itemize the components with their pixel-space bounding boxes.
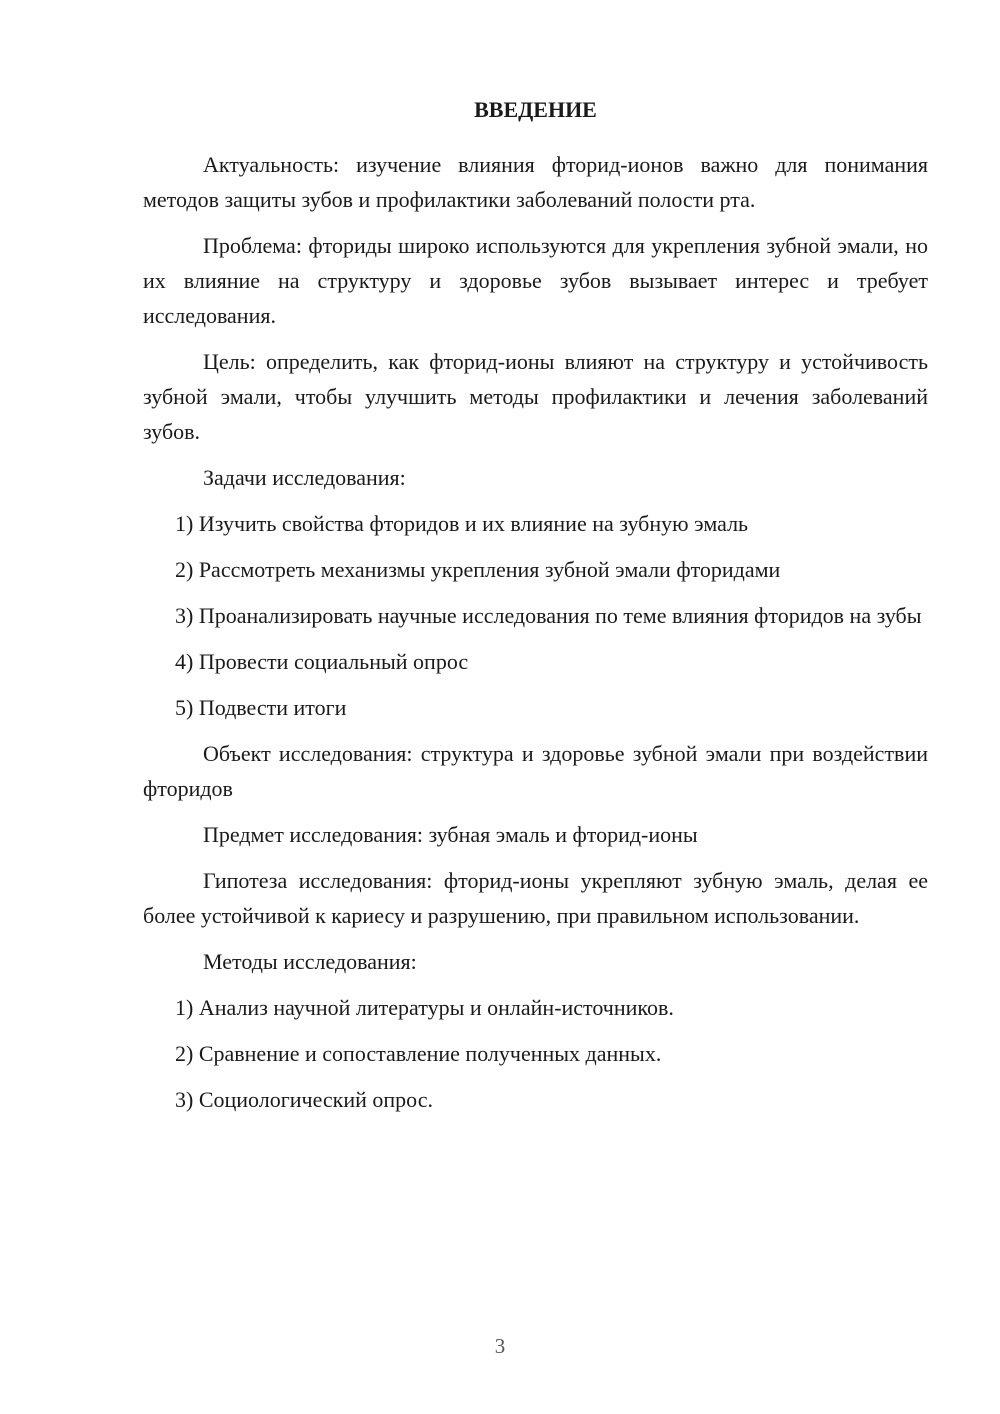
method-item: 3) Социологический опрос.: [175, 1087, 433, 1112]
page-number: 3: [494, 1334, 506, 1358]
task-item: 3) Проанализировать научные исследования по теме влияния фторидов на зубы: [175, 603, 922, 628]
method-item: 1) Анализ научной литературы и онлайн-источников.: [175, 995, 674, 1020]
method-item: 2) Сравнение и сопоставление полученных данных.: [175, 1041, 662, 1066]
task-item: 1) Изучить свойства фторидов и их влияние на зубную эмаль: [175, 511, 749, 536]
relevance-paragraph: Актуальность: изучение влияния фторид-ионов важно для понимания методов защиты зубов и профилактики заболеваний полости рта.: [143, 152, 928, 212]
task-item: 4) Провести социальный опрос: [175, 649, 469, 674]
methods-heading: Методы исследования:: [203, 949, 417, 974]
task-item: 2) Рассмотреть механизмы укрепления зубной эмали фторидами: [175, 557, 781, 582]
section-title: ВВЕДЕНИЕ: [474, 97, 597, 122]
problem-paragraph: Проблема: фториды широко используются для укрепления зубной эмали, но их влияние на структуру и здоровье зубов вызывает интерес и требует исследования.: [143, 233, 928, 328]
hypothesis-paragraph: Гипотеза исследования: фторид-ионы укрепляют зубную эмаль, делая ее более устойчивой к кариесу и разрушению, при правильном использовании.: [143, 868, 928, 928]
object-paragraph: Объект исследования: структура и здоровье зубной эмали при воздействии фторидов: [143, 741, 928, 801]
subject-paragraph: Предмет исследования: зубная эмаль и фторид-ионы: [203, 822, 698, 847]
goal-paragraph: Цель: определить, как фторид-ионы влияют на структуру и устойчивость зубной эмали, чтобы улучшить методы профилактики и лечения заболеваний зубов.: [143, 349, 928, 444]
tasks-heading: Задачи исследования:: [203, 465, 406, 490]
page-content: [143, 92, 928, 1128]
task-item: 5) Подвести итоги: [175, 695, 347, 720]
